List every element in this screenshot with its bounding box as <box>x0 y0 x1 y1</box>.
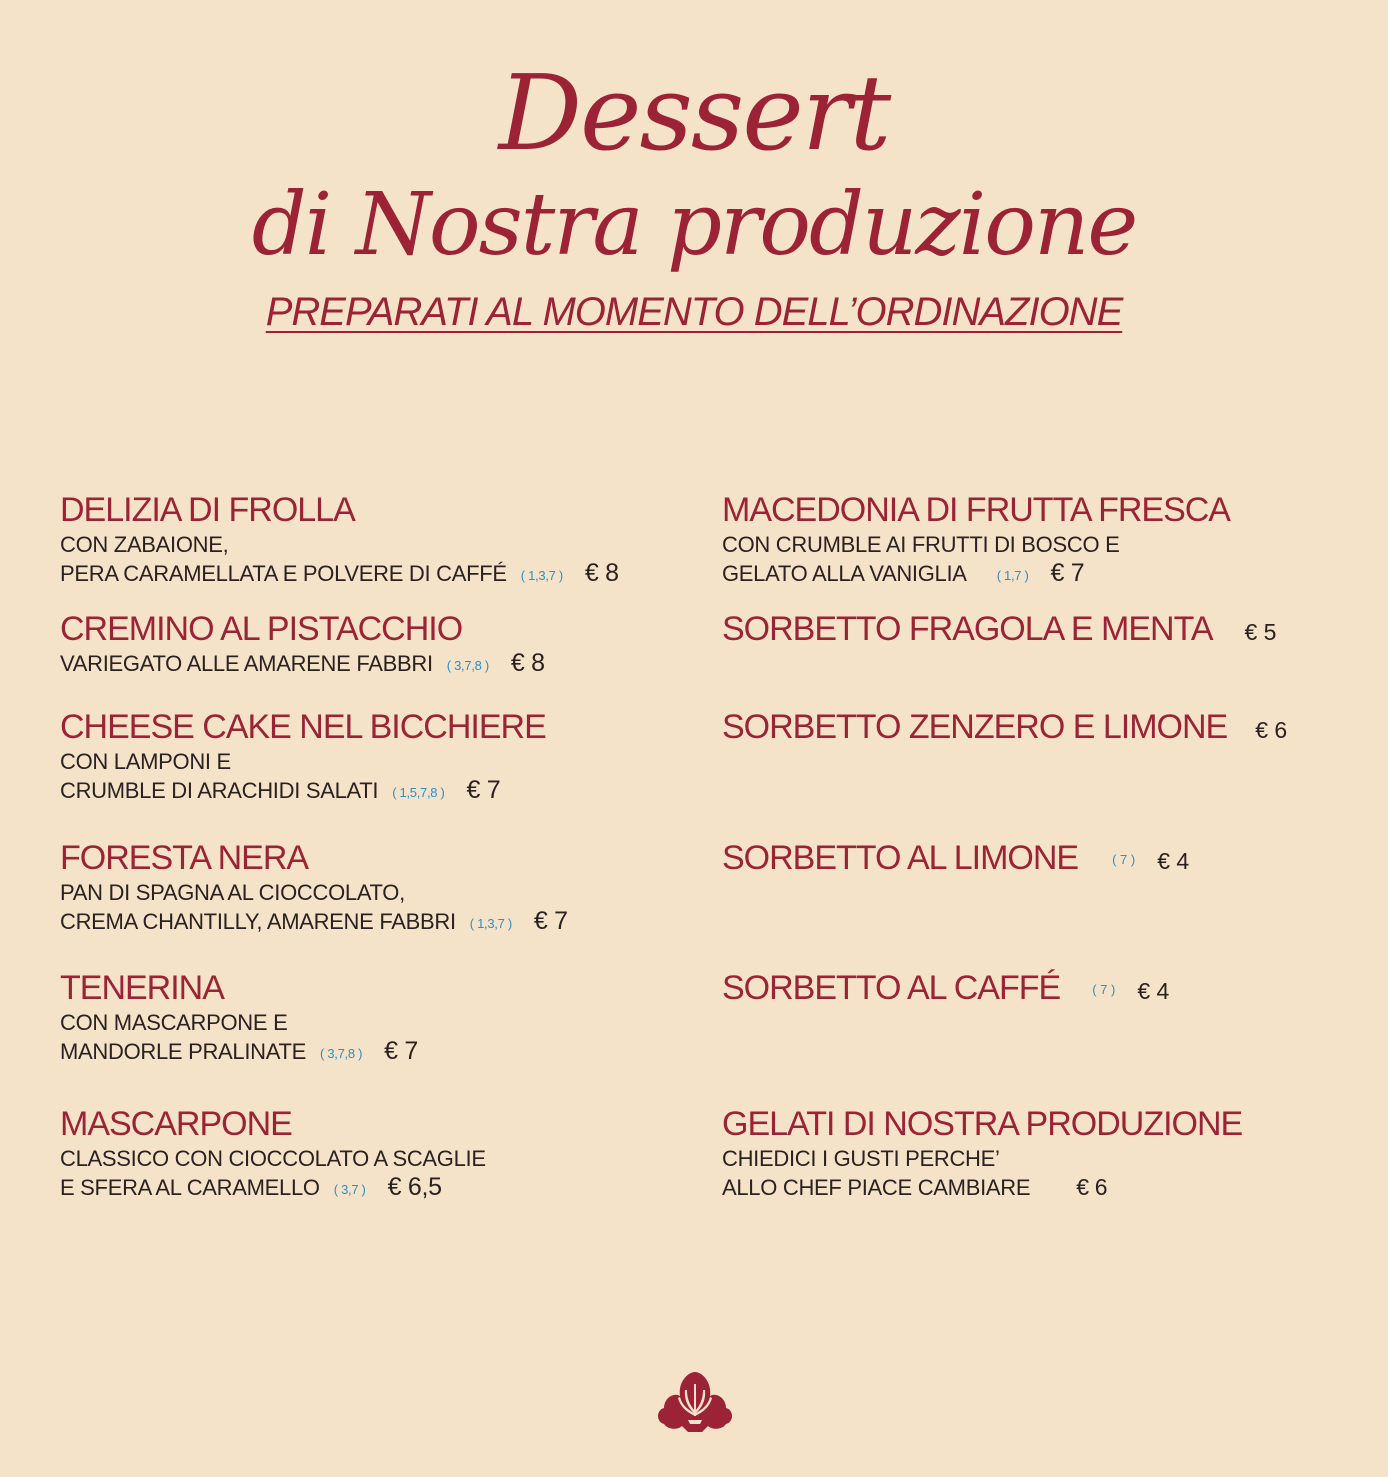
item-description-line <box>60 1037 418 1068</box>
item-price: € 6 <box>1076 1174 1108 1200</box>
item-description: CON LAMPONI E <box>60 749 231 774</box>
menu-item <box>722 490 1230 590</box>
menu-item <box>60 490 619 590</box>
item-name-line <box>722 838 1189 881</box>
menu-item <box>60 838 568 938</box>
page-subtitle-script: di Nostra produzione <box>251 175 1137 275</box>
item-description-line <box>60 1173 486 1204</box>
item-name: FORESTA NERA <box>60 839 309 877</box>
item-price: € 4 <box>1137 978 1170 1004</box>
item-description: ALLO CHEF PIACE CAMBIARE <box>722 1175 1031 1200</box>
menu-item <box>722 609 1276 652</box>
allergen-codes: ( 3,7,8 ) <box>446 657 489 673</box>
menu-item <box>60 968 418 1068</box>
allergen-codes: ( 7 ) <box>1112 852 1136 868</box>
item-name-line <box>722 968 1169 1011</box>
item-description-line <box>60 907 568 938</box>
item-description: MANDORLE PRALINATE <box>60 1039 307 1064</box>
item-price: € 6 <box>1255 717 1288 743</box>
item-name: MASCARPONE <box>60 1105 292 1143</box>
allergen-codes: ( 3,7,8 ) <box>320 1045 363 1061</box>
item-description-line <box>60 776 546 807</box>
item-description: GELATO ALLA VANIGLIA <box>722 561 967 586</box>
allergen-codes: ( 1,3,7 ) <box>469 915 512 931</box>
item-name: DELIZIA DI FROLLA <box>60 491 355 529</box>
allergen-codes: ( 1,3,7 ) <box>520 567 563 583</box>
item-name: SORBETTO AL LIMONE <box>722 839 1079 877</box>
item-description: PERA CARAMELLATA E POLVERE DI CAFFÉ <box>60 561 507 586</box>
allergen-codes: ( 1,7 ) <box>996 567 1029 583</box>
item-description: PAN DI SPAGNA AL CIOCCOLATO, <box>60 880 405 905</box>
item-name: MACEDONIA DI FRUTTA FRESCA <box>722 491 1230 529</box>
item-price: € 7 <box>1050 559 1085 587</box>
item-price: € 6,5 <box>387 1173 442 1201</box>
item-price: € 8 <box>510 649 545 677</box>
item-name-line <box>722 609 1276 652</box>
allergen-codes: ( 7 ) <box>1092 982 1116 998</box>
item-name: TENERINA <box>60 969 224 1007</box>
menu-item <box>60 707 546 807</box>
item-name-line <box>722 707 1287 750</box>
item-description-line <box>722 559 1230 590</box>
item-price: € 4 <box>1157 848 1190 874</box>
allergen-codes: ( 3,7 ) <box>333 1181 366 1197</box>
item-price: € 7 <box>533 907 568 935</box>
item-description-line <box>60 649 545 680</box>
item-name: CHEESE CAKE NEL BICCHIERE <box>60 708 546 746</box>
item-description: E SFERA AL CARAMELLO <box>60 1175 320 1200</box>
item-description: VARIEGATO ALLE AMARENE FABBRI <box>60 651 433 676</box>
item-description: CHIEDICI I GUSTI PERCHE’ <box>722 1146 1000 1171</box>
menu-item <box>60 1104 486 1204</box>
item-price: € 5 <box>1244 619 1277 645</box>
item-name: GELATI DI NOSTRA PRODUZIONE <box>722 1105 1243 1143</box>
menu-item <box>60 609 545 680</box>
item-name: SORBETTO FRAGOLA E MENTA <box>722 610 1213 648</box>
item-description: CON ZABAIONE, <box>60 532 229 557</box>
item-description: CREMA CHANTILLY, AMARENE FABBRI <box>60 909 456 934</box>
menu-item <box>722 707 1287 750</box>
menu-item <box>722 1104 1242 1202</box>
item-price: € 8 <box>584 559 619 587</box>
item-name: CREMINO AL PISTACCHIO <box>60 610 463 648</box>
item-description: CLASSICO CON CIOCCOLATO A SCAGLIE <box>60 1146 486 1171</box>
menu-item <box>722 968 1169 1011</box>
item-description: CON CRUMBLE AI FRUTTI DI BOSCO E <box>722 532 1120 557</box>
item-price: € 7 <box>466 776 501 804</box>
menu-item <box>722 838 1189 881</box>
item-name: SORBETTO ZENZERO E LIMONE <box>722 708 1228 746</box>
restaurant-logo-icon <box>654 1368 736 1438</box>
item-description: CRUMBLE DI ARACHIDI SALATI <box>60 778 379 803</box>
item-name: SORBETTO AL CAFFÉ <box>722 969 1061 1007</box>
item-price: € 7 <box>384 1037 418 1065</box>
item-description-line <box>722 1173 1242 1202</box>
page-title: Dessert <box>498 52 890 174</box>
allergen-codes: ( 1,5,7,8 ) <box>392 784 445 800</box>
item-description-line <box>60 559 619 590</box>
item-description: CON MASCARPONE E <box>60 1010 288 1035</box>
preparation-note: PREPARATI AL MOMENTO DELL’ORDINAZIONE <box>265 290 1123 334</box>
